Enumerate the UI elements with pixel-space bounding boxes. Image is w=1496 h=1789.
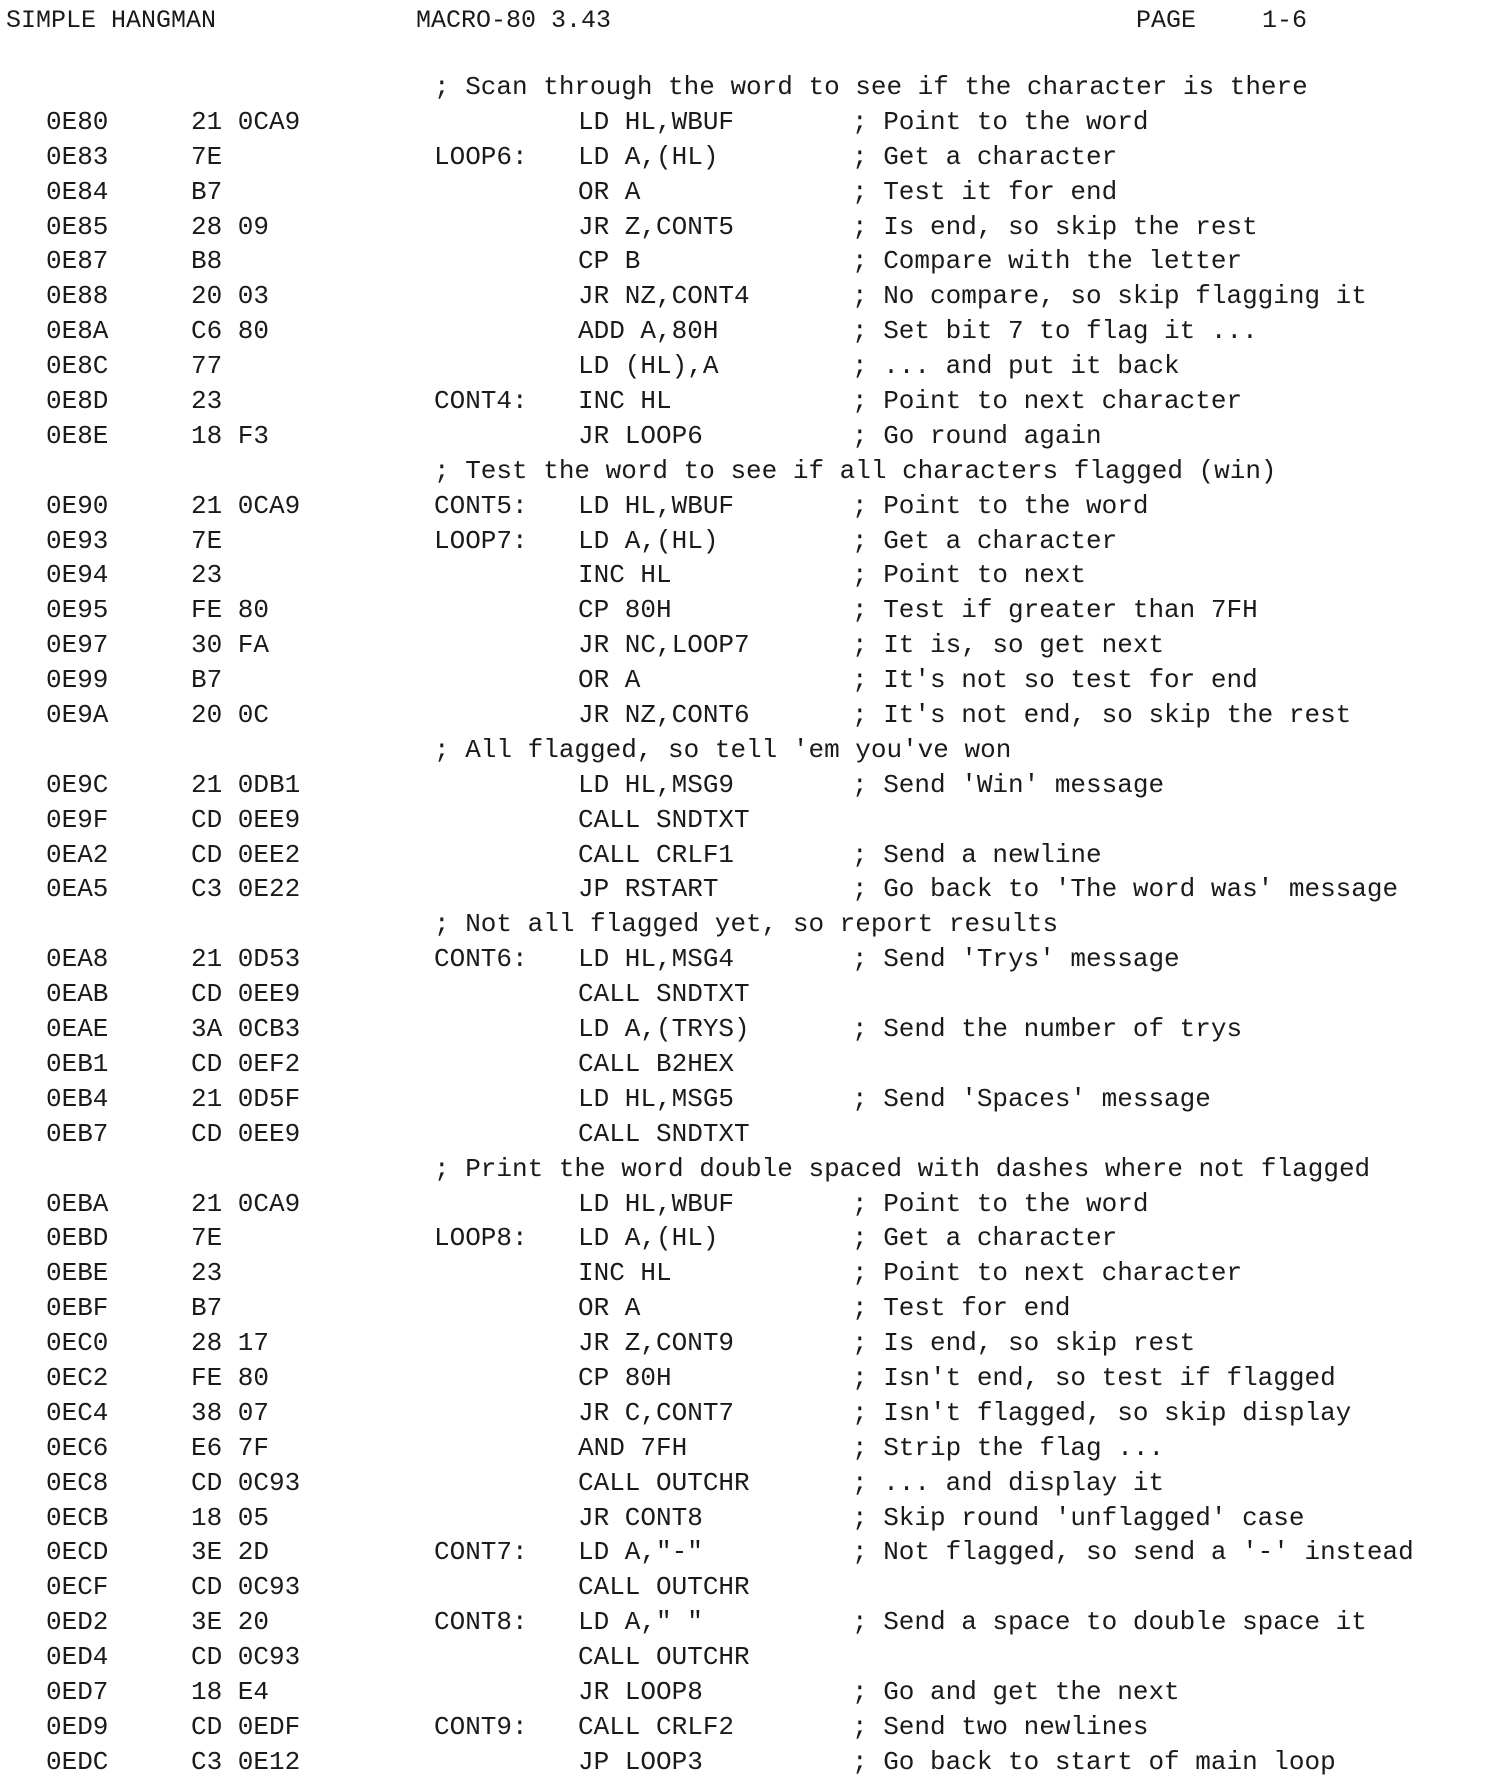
- machine-code: 3E 20: [191, 1607, 270, 1638]
- code-line: [0, 279, 1496, 314]
- address: 0E80: [46, 106, 109, 137]
- comment: ; Go back to start of main loop: [852, 1746, 1336, 1777]
- comment: ; It's not end, so skip the rest: [852, 700, 1352, 731]
- label: CONT6:: [434, 944, 528, 975]
- instruction: CALL SNDTXT: [578, 979, 750, 1010]
- address: 0E8D: [46, 386, 109, 417]
- label: CONT9:: [434, 1711, 528, 1742]
- machine-code: 20 03: [191, 281, 270, 312]
- address: 0E88: [46, 281, 109, 312]
- comment: ; Is end, so skip rest: [852, 1328, 1196, 1359]
- code-line: [0, 1431, 1496, 1466]
- code-line: [0, 1117, 1496, 1152]
- section-comment: ; Print the word double spaced with dashes where not flagged: [434, 1153, 1371, 1184]
- instruction: JR LOOP8: [578, 1676, 703, 1707]
- instruction: JR CONT8: [578, 1502, 703, 1533]
- address: 0E8C: [46, 351, 109, 382]
- address: 0EAB: [46, 979, 109, 1010]
- machine-code: 23: [191, 386, 223, 417]
- code-line: [0, 1187, 1496, 1222]
- machine-code: 18 05: [191, 1502, 270, 1533]
- address: 0E90: [46, 490, 109, 521]
- label: CONT7:: [434, 1537, 528, 1568]
- code-line: [0, 1745, 1496, 1780]
- machine-code: 3A 0CB3: [191, 1014, 301, 1045]
- code-line: [0, 349, 1496, 384]
- instruction: JP LOOP3: [578, 1746, 703, 1777]
- code-line: [0, 1501, 1496, 1536]
- machine-code: CD 0EE9: [191, 979, 301, 1010]
- machine-code: 21 0CA9: [191, 490, 301, 521]
- instruction: OR A: [578, 1293, 641, 1324]
- instruction: LD HL,WBUF: [578, 490, 735, 521]
- address: 0EB1: [46, 1048, 109, 1079]
- page-label: PAGE: [1136, 6, 1197, 35]
- address: 0EA8: [46, 944, 109, 975]
- machine-code: 23: [191, 1258, 223, 1289]
- address: 0E8A: [46, 316, 109, 347]
- section-comment: ; Not all flagged yet, so report results: [434, 909, 1059, 940]
- code-line: [0, 524, 1496, 559]
- section-comment-line: [0, 454, 1496, 489]
- instruction: LD A," ": [578, 1607, 703, 1638]
- address: 0E94: [46, 560, 109, 591]
- comment: ; No compare, so skip flagging it: [852, 281, 1367, 312]
- instruction: INC HL: [578, 386, 672, 417]
- address: 0E9A: [46, 700, 109, 731]
- machine-code: CD 0EE9: [191, 1118, 301, 1149]
- address: 0EBF: [46, 1293, 109, 1324]
- address: 0ECB: [46, 1502, 109, 1533]
- comment: ; Get a character: [852, 141, 1118, 172]
- comment: ; Test for end: [852, 1293, 1071, 1324]
- address: 0E93: [46, 525, 109, 556]
- machine-code: CD 0C93: [191, 1642, 301, 1673]
- comment: ; Go back to 'The word was' message: [852, 874, 1399, 905]
- section-comment-line: [0, 907, 1496, 942]
- comment: ; Point to next character: [852, 1258, 1243, 1289]
- code-line: [0, 1361, 1496, 1396]
- instruction: CALL SNDTXT: [578, 1118, 750, 1149]
- label: CONT4:: [434, 386, 528, 417]
- comment: ; It's not so test for end: [852, 665, 1258, 696]
- instruction: JP RSTART: [578, 874, 719, 905]
- instruction: INC HL: [578, 1258, 672, 1289]
- comment: ; It is, so get next: [852, 630, 1165, 661]
- address: 0ECF: [46, 1572, 109, 1603]
- instruction: LD HL,WBUF: [578, 1188, 735, 1219]
- code-line: [0, 489, 1496, 524]
- machine-code: 38 07: [191, 1397, 270, 1428]
- machine-code: 7E: [191, 1223, 223, 1254]
- code-line: [0, 1640, 1496, 1675]
- machine-code: 7E: [191, 141, 223, 172]
- comment: ; Compare with the letter: [852, 246, 1243, 277]
- code-line: [0, 140, 1496, 175]
- machine-code: CD 0C93: [191, 1572, 301, 1603]
- code-line: [0, 1326, 1496, 1361]
- machine-code: CD 0EDF: [191, 1711, 301, 1742]
- machine-code: FE 80: [191, 595, 270, 626]
- code-line: [0, 768, 1496, 803]
- instruction: CALL OUTCHR: [578, 1642, 750, 1673]
- instruction: JR LOOP6: [578, 420, 703, 451]
- machine-code: B7: [191, 1293, 223, 1324]
- machine-code: CD 0EE2: [191, 839, 301, 870]
- address: 0EB4: [46, 1083, 109, 1114]
- instruction: CALL OUTCHR: [578, 1572, 750, 1603]
- comment: ; Not flagged, so send a '-' instead: [852, 1537, 1414, 1568]
- label: LOOP8:: [434, 1223, 528, 1254]
- instruction: CALL SNDTXT: [578, 804, 750, 835]
- instruction: LD (HL),A: [578, 351, 719, 382]
- machine-code: C3 0E12: [191, 1746, 301, 1777]
- address: 0E87: [46, 246, 109, 277]
- address: 0EC4: [46, 1397, 109, 1428]
- assembler-version: MACRO-80 3.43: [416, 6, 612, 35]
- code-line: [0, 419, 1496, 454]
- comment: ; Send the number of trys: [852, 1014, 1243, 1045]
- instruction: JR Z,CONT5: [578, 211, 735, 242]
- comment: ; Point to next: [852, 560, 1087, 591]
- comment: ; Strip the flag ...: [852, 1432, 1165, 1463]
- code-line: [0, 838, 1496, 873]
- machine-code: B7: [191, 176, 223, 207]
- comment: ; Point to the word: [852, 106, 1149, 137]
- machine-code: C6 80: [191, 316, 270, 347]
- code-line: [0, 1466, 1496, 1501]
- instruction: CALL OUTCHR: [578, 1467, 750, 1498]
- machine-code: CD 0EE9: [191, 804, 301, 835]
- address: 0EBE: [46, 1258, 109, 1289]
- code-line: [0, 698, 1496, 733]
- address: 0EDC: [46, 1746, 109, 1777]
- machine-code: B8: [191, 246, 223, 277]
- comment: ; Isn't end, so test if flagged: [852, 1362, 1336, 1393]
- instruction: LD HL,WBUF: [578, 106, 735, 137]
- address: 0ED9: [46, 1711, 109, 1742]
- code-line: [0, 244, 1496, 279]
- label: CONT8:: [434, 1607, 528, 1638]
- machine-code: E6 7F: [191, 1432, 270, 1463]
- page-number: 1-6: [1262, 6, 1308, 35]
- code-line: [0, 210, 1496, 245]
- machine-code: 30 FA: [191, 630, 270, 661]
- instruction: LD HL,MSG4: [578, 944, 735, 975]
- machine-code: 28 09: [191, 211, 270, 242]
- instruction: JR NZ,CONT4: [578, 281, 750, 312]
- code-line: [0, 175, 1496, 210]
- code-line: [0, 558, 1496, 593]
- comment: ; Send a space to double space it: [852, 1607, 1367, 1638]
- code-line: [0, 1082, 1496, 1117]
- program-title: SIMPLE HANGMAN: [6, 6, 217, 35]
- comment: ; Isn't flagged, so skip display: [852, 1397, 1352, 1428]
- machine-code: C3 0E22: [191, 874, 301, 905]
- machine-code: 28 17: [191, 1328, 270, 1359]
- address: 0E8E: [46, 420, 109, 451]
- instruction: AND 7FH: [578, 1432, 688, 1463]
- address: 0E99: [46, 665, 109, 696]
- section-comment-line: [0, 1152, 1496, 1187]
- code-line: [0, 1221, 1496, 1256]
- code-line: [0, 1256, 1496, 1291]
- address: 0EC6: [46, 1432, 109, 1463]
- address: 0E97: [46, 630, 109, 661]
- comment: ; Set bit 7 to flag it ...: [852, 316, 1258, 347]
- comment: ; Is end, so skip the rest: [852, 211, 1258, 242]
- label: LOOP7:: [434, 525, 528, 556]
- address: 0EBA: [46, 1188, 109, 1219]
- instruction: CALL B2HEX: [578, 1048, 735, 1079]
- address: 0EC8: [46, 1467, 109, 1498]
- instruction: JR NZ,CONT6: [578, 700, 750, 731]
- comment: ; Send 'Trys' message: [852, 944, 1180, 975]
- address: 0EA5: [46, 874, 109, 905]
- code-line: [0, 105, 1496, 140]
- code-line: [0, 803, 1496, 838]
- address: 0EBD: [46, 1223, 109, 1254]
- instruction: LD A,"-": [578, 1537, 703, 1568]
- section-comment: ; Test the word to see if all characters flagged (win): [434, 455, 1277, 486]
- machine-code: 3E 2D: [191, 1537, 270, 1568]
- machine-code: 77: [191, 351, 223, 382]
- instruction: LD HL,MSG5: [578, 1083, 735, 1114]
- label: CONT5:: [434, 490, 528, 521]
- code-line: [0, 1012, 1496, 1047]
- instruction: LD HL,MSG9: [578, 769, 735, 800]
- comment: ; Send 'Spaces' message: [852, 1083, 1211, 1114]
- section-comment-line: [0, 733, 1496, 768]
- address: 0EAE: [46, 1014, 109, 1045]
- comment: ; Send 'Win' message: [852, 769, 1165, 800]
- code-line: [0, 593, 1496, 628]
- address: 0EB7: [46, 1118, 109, 1149]
- code-line: [0, 1675, 1496, 1710]
- machine-code: CD 0C93: [191, 1467, 301, 1498]
- instruction: LD A,(HL): [578, 1223, 719, 1254]
- machine-code: CD 0EF2: [191, 1048, 301, 1079]
- code-line: [0, 1047, 1496, 1082]
- machine-code: 21 0DB1: [191, 769, 301, 800]
- address: 0E85: [46, 211, 109, 242]
- address: 0ECD: [46, 1537, 109, 1568]
- instruction: CP 80H: [578, 595, 672, 626]
- instruction: LD A,(TRYS): [578, 1014, 750, 1045]
- comment: ; Point to next character: [852, 386, 1243, 417]
- comment: ; Get a character: [852, 525, 1118, 556]
- code-line: [0, 628, 1496, 663]
- comment: ; Test if greater than 7FH: [852, 595, 1258, 626]
- address: 0E95: [46, 595, 109, 626]
- machine-code: B7: [191, 665, 223, 696]
- section-comment: ; Scan through the word to see if the character is there: [434, 72, 1308, 102]
- machine-code: 21 0D5F: [191, 1083, 301, 1114]
- code-line: [0, 1710, 1496, 1745]
- address: 0E83: [46, 141, 109, 172]
- code-line: [0, 384, 1496, 419]
- instruction: JR Z,CONT9: [578, 1328, 735, 1359]
- section-comment-line: [0, 70, 1496, 105]
- code-line: [0, 1570, 1496, 1605]
- comment: ; ... and display it: [852, 1467, 1165, 1498]
- address: 0EC0: [46, 1328, 109, 1359]
- instruction: JR C,CONT7: [578, 1397, 735, 1428]
- address: 0ED7: [46, 1676, 109, 1707]
- machine-code: 18 E4: [191, 1676, 270, 1707]
- address: 0EC2: [46, 1362, 109, 1393]
- comment: ; Point to the word: [852, 490, 1149, 521]
- code-line: [0, 314, 1496, 349]
- comment: ; Skip round 'unflagged' case: [852, 1502, 1305, 1533]
- instruction: OR A: [578, 176, 641, 207]
- address: 0E9F: [46, 804, 109, 835]
- code-line: [0, 977, 1496, 1012]
- instruction: CALL CRLF1: [578, 839, 735, 870]
- comment: ; Send two newlines: [852, 1711, 1149, 1742]
- machine-code: 20 0C: [191, 700, 270, 731]
- address: 0EA2: [46, 839, 109, 870]
- code-line: [0, 1291, 1496, 1326]
- comment: ; Go and get the next: [852, 1676, 1180, 1707]
- instruction: OR A: [578, 665, 641, 696]
- instruction: CP B: [578, 246, 641, 277]
- instruction: INC HL: [578, 560, 672, 591]
- instruction: LD A,(HL): [578, 525, 719, 556]
- address: 0ED2: [46, 1607, 109, 1638]
- machine-code: 21 0CA9: [191, 1188, 301, 1219]
- instruction: CP 80H: [578, 1362, 672, 1393]
- comment: ; Send a newline: [852, 839, 1102, 870]
- comment: ; Go round again: [852, 420, 1102, 451]
- instruction: ADD A,80H: [578, 316, 719, 347]
- instruction: CALL CRLF2: [578, 1711, 735, 1742]
- instruction: LD A,(HL): [578, 141, 719, 172]
- comment: ; Point to the word: [852, 1188, 1149, 1219]
- machine-code: FE 80: [191, 1362, 270, 1393]
- code-line: [0, 942, 1496, 977]
- address: 0E9C: [46, 769, 109, 800]
- code-line: [0, 1605, 1496, 1640]
- machine-code: 21 0CA9: [191, 106, 301, 137]
- code-line: [0, 1535, 1496, 1570]
- label: LOOP6:: [434, 141, 528, 172]
- assembly-listing: [0, 70, 1496, 1780]
- code-line: [0, 1396, 1496, 1431]
- address: 0E84: [46, 176, 109, 207]
- code-line: [0, 663, 1496, 698]
- comment: ; Get a character: [852, 1223, 1118, 1254]
- section-comment: ; All flagged, so tell 'em you've won: [434, 734, 1012, 765]
- comment: ; Test it for end: [852, 176, 1118, 207]
- machine-code: 21 0D53: [191, 944, 301, 975]
- address: 0ED4: [46, 1642, 109, 1673]
- comment: ; ... and put it back: [852, 351, 1180, 382]
- machine-code: 7E: [191, 525, 223, 556]
- instruction: JR NC,LOOP7: [578, 630, 750, 661]
- machine-code: 18 F3: [191, 420, 270, 451]
- machine-code: 23: [191, 560, 223, 591]
- code-line: [0, 872, 1496, 907]
